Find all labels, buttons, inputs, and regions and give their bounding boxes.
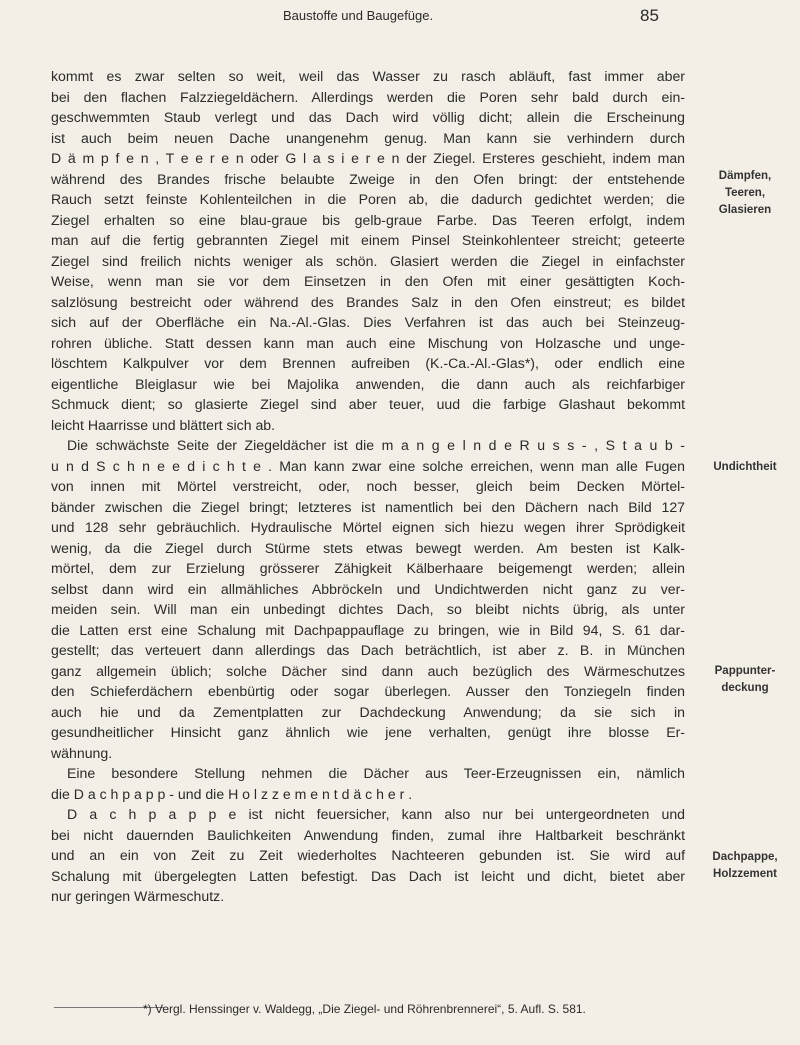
body-text bbox=[51, 66, 685, 907]
text-line: wenig, da die Ziegel durch Stürme stets etwas bewegt werden. Am besten ist Kalk- bbox=[51, 539, 685, 556]
text-line: D a c h p a p p e ist nicht feuersicher, kann also nur bei untergeordneten und bbox=[67, 806, 685, 822]
text-line: Eine besondere Stellung nehmen die Dächer aus Teer-Erzeugnissen ein, nämlich bbox=[67, 765, 685, 781]
text-line: die Latten erst eine Schalung mit Dachpappauflage zu bringen, wie in Bild 94, S. 61 dar- bbox=[51, 621, 685, 638]
text-line: man auf die fertig gebrannten Ziegel mit einem Pinsel Steinkohlenteer streicht; geteerte bbox=[51, 232, 685, 248]
running-title: Baustoffe und Baugefüge. bbox=[283, 8, 434, 23]
text-line: auch hie und da Zementplatten zur Dachdeckung Anwendung; da sie sich in bbox=[51, 703, 685, 720]
text-line: während des Brandes frische belaubte Zweige in den Ofen bringt: der entstehende bbox=[51, 170, 685, 187]
margin-note-line: Dachpappe, bbox=[712, 851, 778, 863]
text-line: die D a c h p a p p - und die H o l z z e m e n t d ä c h e r . bbox=[51, 785, 413, 802]
text-line: D ä m p f e n , T e e r e n oder G l a s i e r e n der Ziegel. Ersteres geschieht, indem man bbox=[51, 150, 685, 166]
text-line: selbst dann wird ein allmähliches Abbröckeln und Undichtwerden nicht ganz zu ver- bbox=[51, 580, 685, 597]
page-header bbox=[0, 6, 800, 36]
text-line: den Schieferdächern ebenbürtig oder sogar überlegen. Ausser den Tonziegeln finden bbox=[51, 683, 685, 699]
text-line: sich auf der Oberfläche ein Na.-Al.-Glas. Dies Verfahren ist das auch bei Steinzeug- bbox=[51, 314, 685, 330]
text-line: und 128 sehr gebräuchlich. Hydraulische Mörtel eignen sich hiezu wegen ihrer Sprödigkeit bbox=[51, 519, 685, 535]
text-line: gesundheitlicher Hinsicht ganz ähnlich wie jene verhalten, genügt ihre blosse Er- bbox=[51, 724, 685, 740]
text-line: meiden sein. Will man ein unbedingt dichtes Dach, so bleibt nichts übrig, als unter bbox=[51, 601, 685, 617]
text-line: nur geringen Wärmeschutz. bbox=[51, 888, 225, 904]
margin-note-line: Undichtheit bbox=[713, 461, 777, 473]
text-line: salzlösung bestreicht oder während des Brandes Salz in den Ofen einstreut; es bildet bbox=[51, 293, 685, 310]
text-line: Die schwächste Seite der Ziegeldächer ist die m a n g e l n d e R u s s - , S t a u b - bbox=[67, 437, 685, 453]
margin-note-line: Holzzement bbox=[713, 868, 777, 880]
text-line: geschwemmten Staub verlegt und das Dach wird völlig dicht; allein die Erscheinung bbox=[51, 109, 685, 125]
text-line: wähnung. bbox=[51, 744, 113, 761]
text-line: kommt es zwar selten so weit, weil das Wasser zu rasch abläuft, fast immer aber bbox=[51, 68, 685, 84]
text-line: bei den flachen Falzziegeldächern. Allerdings werden die Poren sehr bald durch ein- bbox=[51, 88, 685, 105]
margin-note-undichtheit bbox=[700, 459, 790, 476]
text-line: Ziegel sind freilich nichts weniger als schön. Glasiert werden die Ziegel in einfachster bbox=[51, 252, 685, 269]
text-line: Schalung mit übergelegten Latten befestigt. Das Dach ist leicht und dicht, bietet aber bbox=[51, 867, 685, 884]
margin-note-daempfen bbox=[700, 168, 790, 219]
text-line: eigentliche Bleiglasur wie bei Majolika anwenden, die dann auch als reichfarbiger bbox=[51, 375, 685, 392]
margin-note-line: Dämpfen, bbox=[718, 170, 772, 182]
margin-note-line: deckung bbox=[721, 682, 769, 694]
text-line: u n d S c h n e e d i c h t e . Man kann zwar eine solche erreichen, wenn man alle Fugen bbox=[51, 457, 685, 474]
text-line: von innen mit Mörtel verstreicht, oder, noch besser, gleich beim Decken Mörtel- bbox=[51, 478, 685, 494]
footnote: *) Vergl. Henssinger v. Waldegg, „Die Ziegel- und Röhrenbrennerei“, 5. Aufl. S. 581. bbox=[143, 1002, 586, 1016]
margin-note-pappunterdeckung bbox=[700, 663, 790, 697]
text-line: bänder zwischen die Ziegel bringt; letzteres ist namentlich bei den Dächern nach Bild 127 bbox=[51, 498, 685, 515]
text-line: Ziegel erhalten so eine blau-graue bis gelb-graue Farbe. Das Teeren erfolgt, indem bbox=[51, 211, 685, 228]
text-line: gestellt; das verteuert dann allerdings das Dach beträchtlich, ist aber z. B. in München bbox=[51, 642, 685, 658]
margin-note-line: Teeren, bbox=[724, 187, 766, 199]
page-number: 85 bbox=[640, 6, 659, 25]
text-line: Schmuck dient; so glasierte Ziegel sind aber teuer, uud die farbige Glashaut bekommt bbox=[51, 396, 685, 412]
margin-note-line: Pappunter- bbox=[714, 665, 776, 677]
text-line: Rauch setzt feinste Kohlenteilchen in die Poren ab, die dadurch gedichtet werden; die bbox=[51, 191, 685, 207]
text-line: ganz allgemein üblich; solche Dächer sind dann auch bezüglich des Wärmeschutzes bbox=[51, 662, 685, 679]
text-line: rohren übliche. Statt dessen kann man auch eine Mischung von Holzasche und unge- bbox=[51, 334, 685, 351]
text-line: bei nicht dauernden Baulichkeiten Anwendung finden, zumal ihre Haltbarkeit beschränkt bbox=[51, 826, 685, 843]
text-line: ist auch beim neuen Dache unangenehm genug. Man kann sie verhindern durch bbox=[51, 129, 685, 146]
text-line: mörtel, dem zur Erzielung grösserer Zähigkeit Kälberhaare beigemengt werden; allein bbox=[51, 560, 685, 576]
text-line: löschtem Kalkpulver vor dem Brennen aufreiben (K.-Ca.-Al.-Glas*), oder endlich eine bbox=[51, 355, 685, 371]
text-line: und an ein von Zeit zu Zeit wiederholtes Nachteeren gebunden ist. Sie wird auf bbox=[51, 847, 685, 863]
margin-note-dachpappe bbox=[700, 849, 790, 883]
text-line: Weise, wenn man sie vor dem Einsetzen in den Ofen mit einer gesättigten Koch- bbox=[51, 273, 685, 289]
text-line: leicht Haarrisse und blättert sich ab. bbox=[51, 416, 276, 433]
margin-note-line: Glasieren bbox=[718, 204, 772, 216]
